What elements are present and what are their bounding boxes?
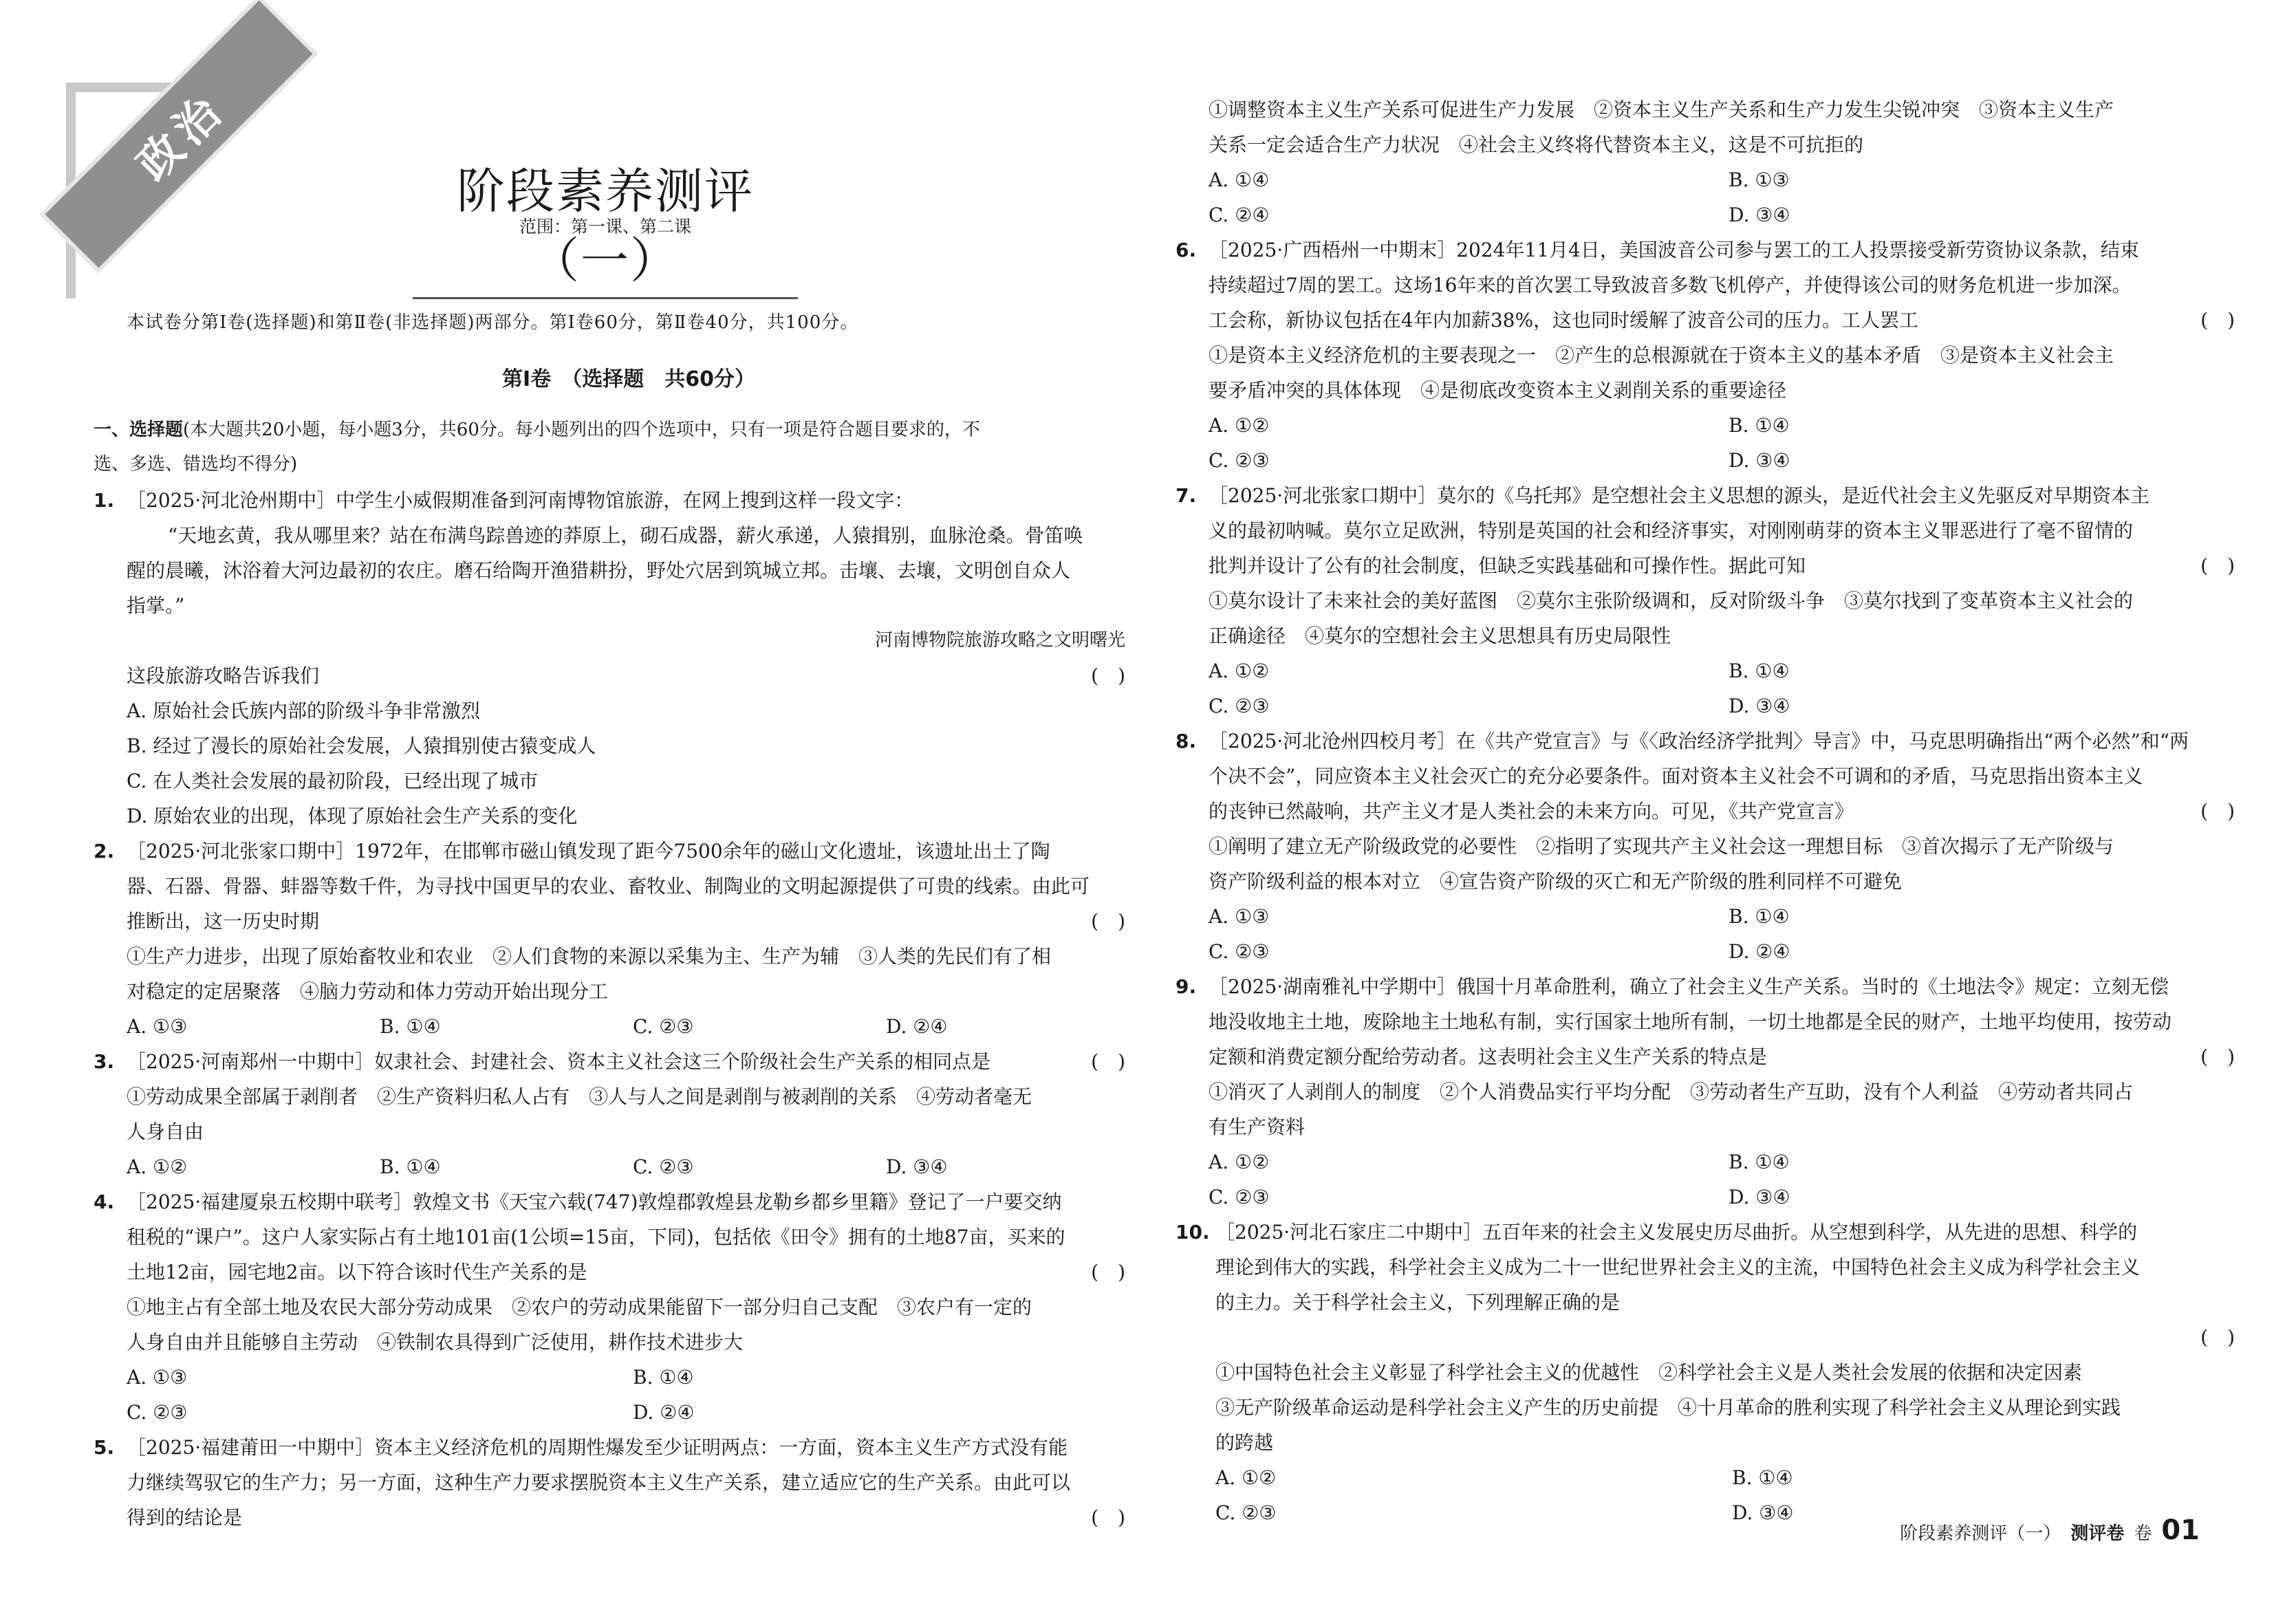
question-stem: ［2025·福建莆田一中期中］资本主义经济危机的周期性爆发至少证明两点：一方面，资本主义生产方式没有能 xyxy=(127,1436,1068,1459)
question-stem: 义的最初呐喊。莫尔立足欧洲，特别是英国的社会和经济事实，对刚刚萌芽的资本主义罪恶进行了毫不留情的 xyxy=(1209,519,2134,542)
option-d[interactable]: D. ③④ xyxy=(1729,204,1790,226)
question-number: 4. xyxy=(94,1191,115,1213)
question-stem: ［2025·河北张家口期中］1972年，在邯郸市磁山镇发现了距今7500余年的磁山文化遗址，该遗址出土了陶 xyxy=(127,840,1050,862)
footer-title: 阶段素养测评（一） xyxy=(1900,1523,2061,1544)
question-stem: 持续超过7周的罢工。这场16年来的首次罢工导致波音多数飞机停产，并使得该公司的财务危机进一步加深。 xyxy=(1209,274,2132,296)
option-b[interactable]: B. ①④ xyxy=(633,1366,694,1389)
statement-line: ①是资本主义经济危机的主要表现之一 ②产生的总根源就在于资本主义的基本矛盾 ③是资本主义社会主 xyxy=(1209,344,2114,367)
quote-source: 河南博物院旅游攻略之文明曙光 xyxy=(874,630,1125,651)
statement-line: ①调整资本主义生产关系可促进生产力发展 ②资本主义生产关系和生产力发生尖锐冲突 ③资本主义生产 xyxy=(1209,98,2114,121)
question-5-continued xyxy=(1176,92,2249,232)
answer-bracket[interactable]: ( ) xyxy=(2200,1326,2235,1349)
option-c[interactable]: C. ②③ xyxy=(1215,1501,1277,1524)
option-c[interactable]: C. ②④ xyxy=(1209,204,1270,226)
question-8 xyxy=(1176,724,2249,969)
option-c[interactable]: C. ②③ xyxy=(1209,449,1270,472)
part-desc-1: (本大题共20小题，每小题3分，共60分。每小题列出的四个选项中，只有一项是符合题目要求的，不 xyxy=(183,420,980,440)
answer-bracket[interactable]: ( ) xyxy=(1091,1261,1125,1283)
question-stem: 个决不会”，同应资本主义社会灭亡的充分必要条件。面对资本主义社会不可调和的矛盾，马克思指出资本主义 xyxy=(1209,765,2143,787)
exam-intro: 本试卷分第Ⅰ卷(选择题)和第Ⅱ卷(非选择题)两部分。第Ⅰ卷60分，第Ⅱ卷40分，共100分。 xyxy=(127,312,859,333)
question-stem: 工会称，新协议包括在4年内加薪38%，这也同时缓解了波音公司的压力。工人罢工 xyxy=(1209,309,1919,332)
statement-line: 关系一定会适合生产力状况 ④社会主义终将代替资本主义，这是不可抗拒的 xyxy=(1209,133,1864,156)
question-number: 3. xyxy=(94,1050,115,1073)
statement-line: 资产阶级利益的根本对立 ④宣告资产阶级的灭亡和无产阶级的胜利同样不可避免 xyxy=(1209,870,1903,893)
question-stem: 地没收地主土地，废除地主土地私有制，实行国家土地所有制，一切土地都是全民的财产，土地平均使用，按劳动 xyxy=(1209,1010,2172,1033)
question-stem: ［2025·广西梧州一中期末］2024年11月4日，美国波音公司参与罢工的工人投票接受新劳资协议条款，结束 xyxy=(1209,239,2139,261)
question-6 xyxy=(1176,232,2249,478)
question-stem: 力继续驾驭它的生产力；另一方面，这种生产力要求摆脱资本主义生产关系，建立适应它的生产关系。由此可以 xyxy=(127,1471,1071,1494)
question-stem: 土地12亩，园宅地2亩。以下符合该时代生产关系的是 xyxy=(127,1261,587,1283)
question-number: 5. xyxy=(94,1436,115,1459)
statement-line: ①莫尔设计了未来社会的美好蓝图 ②莫尔主张阶级调和，反对阶级斗争 ③莫尔找到了变革资本主义社会的 xyxy=(1209,589,2134,612)
option-b[interactable]: B. ①④ xyxy=(1732,1466,1793,1489)
statement-line: 要矛盾冲突的具体体现 ④是彻底改变资本主义剥削关系的重要途径 xyxy=(1209,379,1787,402)
question-2 xyxy=(94,834,1139,1044)
statement-line: ①中国特色社会主义彰显了科学社会主义的优越性 ②科学社会主义是人类社会发展的依据和决定因素 xyxy=(1215,1361,2083,1384)
option-c[interactable]: C. ②③ xyxy=(1209,1186,1270,1208)
statement-line: ①阐明了建立无产阶级政党的必要性 ②指明了实现共产主义社会这一理想目标 ③首次揭示了无产阶级与 xyxy=(1209,835,2114,858)
option-c[interactable]: C. ②③ xyxy=(633,1015,694,1038)
option-a[interactable]: A. ①④ xyxy=(1209,169,1270,191)
option-grid xyxy=(1176,408,2249,478)
section-title: 第Ⅰ卷 （选择题 共60分） xyxy=(502,367,755,391)
option-d[interactable]: D. ③④ xyxy=(1732,1501,1794,1524)
question-stem: 租税的“课户”。这户人家实际占有土地101亩(1公顷=15亩，下同)，包括依《田令》拥有的土地87亩，买来的 xyxy=(127,1226,1065,1248)
option-b[interactable]: B. ①④ xyxy=(1729,1151,1790,1173)
question-7 xyxy=(1176,478,2249,724)
part-desc-2: 选、多选、错选均不得分) xyxy=(94,454,298,475)
question-stem: ［2025·河北石家庄二中期中］五百年来的社会主义发展史历尽曲折。从空想到科学，从先进的思想、科学的 xyxy=(1215,1221,2138,1243)
question-number: 10. xyxy=(1176,1221,1210,1243)
option-b[interactable]: B. ①④ xyxy=(380,1155,441,1178)
question-stem: 理论到伟大的实践，科学社会主义成为二十一世纪世界社会主义的主流，中国特色社会主义成为科学社会主义 xyxy=(1215,1256,2141,1279)
option-row xyxy=(94,1149,1139,1184)
option-c[interactable]: C. ②③ xyxy=(633,1155,694,1178)
option-b[interactable]: B. ①④ xyxy=(380,1015,441,1038)
question-stem: 器、石器、骨器、蚌器等数千件，为寻找中国更早的农业、畜牧业、制陶业的文明起源提供了可贵的线索。由此可 xyxy=(127,875,1090,898)
question-number: 7. xyxy=(1176,484,1197,507)
option-a[interactable]: A. ①② xyxy=(1209,660,1270,682)
option-d[interactable]: D. ③④ xyxy=(1729,449,1790,472)
statement-line: ①生产力进步，出现了原始畜牧业和农业 ②人们食物的来源以采集为主、生产为辅 ③人类的先民们有了相 xyxy=(127,945,1052,968)
option-b[interactable]: B. ①③ xyxy=(1729,169,1790,191)
question-stem: ［2025·福建厦泉五校期中联考］敦煌文书《天宝六载(747)敦煌郡敦煌县龙勒乡都乡里籍》登记了一户要交纳 xyxy=(127,1191,1062,1213)
subject-ribbon xyxy=(0,0,330,330)
quote-line: 指掌。” xyxy=(127,594,185,617)
statement-line: 人身自由 xyxy=(127,1120,204,1143)
question-number: 9. xyxy=(1176,975,1197,998)
quote-line: “天地玄黄，我从哪里来？站在布满鸟踪兽迹的莽原上，砌石成器，薪火承递，人猿揖别，血脉沧桑。骨笛唤 xyxy=(168,524,1083,547)
question-stem: 推断出，这一历史时期 xyxy=(127,910,320,933)
option-d[interactable]: D. ②④ xyxy=(886,1015,948,1038)
question-stem: 这段旅游攻略告诉我们 xyxy=(127,664,320,687)
option-grid xyxy=(1176,653,2249,724)
question-10 xyxy=(1176,1215,2249,1530)
option-a[interactable]: A. ①③ xyxy=(127,1015,188,1038)
question-9 xyxy=(1176,969,2249,1215)
option-a[interactable]: A. ①③ xyxy=(1209,905,1270,928)
statement-line: 对稳定的定居聚落 ④脑力劳动和体力劳动开始出现分工 xyxy=(127,980,609,1003)
question-4 xyxy=(94,1184,1139,1430)
question-3 xyxy=(94,1044,1139,1184)
footer-small: 卷 xyxy=(2134,1523,2152,1544)
option-a[interactable]: A. ①② xyxy=(1209,1151,1270,1173)
option-a[interactable]: A. ①② xyxy=(127,1155,188,1178)
question-number: 6. xyxy=(1176,239,1197,261)
option-d[interactable]: D. ②④ xyxy=(633,1401,695,1424)
question-stem: ［2025·湖南雅礼中学期中］俄国十月革命胜利，确立了社会主义生产关系。当时的《土地法令》规定：立刻无偿 xyxy=(1209,975,2169,998)
statement-line: ①消灭了人剥削人的制度 ②个人消费品实行平均分配 ③劳动者生产互助，没有个人利益 ④劳动者共同占 xyxy=(1209,1080,2134,1103)
option-c[interactable]: C. ②③ xyxy=(1209,695,1270,717)
question-5 xyxy=(94,1430,1139,1535)
option-c[interactable]: C. ②③ xyxy=(127,1401,188,1424)
option-grid xyxy=(1176,1144,2249,1215)
answer-bracket[interactable]: ( ) xyxy=(2200,309,2235,332)
question-stem: 的丧钟已然敲响，共产主义才是人类社会的未来方向。可见，《共产党宣言》 xyxy=(1209,800,1854,823)
question-number: 1. xyxy=(94,489,115,512)
page-footer xyxy=(1900,1514,2200,1546)
question-number: 8. xyxy=(1176,730,1197,752)
option-b[interactable]: B. ①④ xyxy=(1729,414,1790,437)
option-d[interactable]: D. ③④ xyxy=(1729,695,1790,717)
option-d[interactable]: D. ②④ xyxy=(1729,940,1790,963)
answer-bracket[interactable]: ( ) xyxy=(1091,664,1125,687)
question-number: 2. xyxy=(94,840,115,862)
page-number: 01 xyxy=(2161,1514,2200,1546)
question-1 xyxy=(94,483,1139,834)
question-stem: 批判并设计了公有的社会制度，但缺乏实践基础和可操作性。据此可知 xyxy=(1209,554,1806,577)
statement-line: 有生产资料 xyxy=(1209,1116,1306,1138)
answer-bracket[interactable]: ( ) xyxy=(1091,1050,1125,1073)
option-a[interactable]: A. ①② xyxy=(1209,414,1270,437)
option-grid xyxy=(1176,162,2249,232)
option-a[interactable]: A. ①② xyxy=(1215,1466,1277,1489)
statement-line: ①地主占有全部土地及农民大部分劳动成果 ②农户的劳动成果能留下一部分归自己支配 ③农户有一定的 xyxy=(127,1296,1032,1318)
statement-line: ③无产阶级革命运动是科学社会主义产生的历史前提 ④十月革命的胜利实现了科学社会主义从理论到实践 xyxy=(1215,1396,2121,1419)
answer-bracket[interactable]: ( ) xyxy=(1091,910,1125,933)
part-label: 一、选择题 xyxy=(94,420,184,440)
option-b[interactable]: B. 经过了漫长的原始社会发展，人猿揖别使古猿变成人 xyxy=(127,735,596,757)
question-stem: 得到的结论是 xyxy=(127,1506,243,1529)
question-stem: ［2025·河北沧州四校月考］在《共产党宣言》与《〈政治经济学批判〉导言》中，马克思明确指出“两个必然”和“两 xyxy=(1209,730,2189,752)
right-page xyxy=(1148,0,2296,1608)
answer-bracket[interactable]: ( ) xyxy=(1091,1506,1125,1529)
statement-line: 的跨越 xyxy=(1215,1431,1274,1454)
part-header xyxy=(94,413,1139,481)
right-question-list xyxy=(1176,92,2249,1530)
page-title: 阶段素养测评（一） xyxy=(413,153,798,299)
option-grid xyxy=(94,1360,1139,1430)
question-stem: ［2025·河北沧州期中］中学生小威假期准备到河南博物馆旅游，在网上搜到这样一段文字： xyxy=(127,489,914,512)
question-stem: 定额和消费定额分配给劳动者。这表明社会主义生产关系的特点是 xyxy=(1209,1045,1768,1068)
option-grid xyxy=(1176,899,2249,969)
subject-tag-text: 政治 xyxy=(127,83,236,191)
question-stem: 的主力。关于科学社会主义，下列理解正确的是 xyxy=(1215,1291,1621,1314)
option-a[interactable]: A. 原始社会氏族内部的阶级斗争非常激烈 xyxy=(127,699,481,722)
left-question-list xyxy=(94,483,1139,1535)
answer-bracket[interactable]: ( ) xyxy=(2200,800,2235,823)
option-c[interactable]: C. 在人类社会发展的最初阶段，已经出现了城市 xyxy=(127,770,539,792)
option-b[interactable]: B. ①④ xyxy=(1729,660,1790,682)
quote-line: 醒的晨曦，沐浴着大河边最初的农庄。磨石给陶开渔猎耕扮，野处穴居到筑城立邦。击壤、去壤，文明创自众人 xyxy=(127,559,1071,582)
option-d[interactable]: D. ③④ xyxy=(1729,1186,1790,1208)
question-stem: ［2025·河南郑州一中期中］奴隶社会、封建社会、资本主义社会这三个阶级社会生产关系的相同点是 xyxy=(127,1050,991,1073)
answer-bracket[interactable]: ( ) xyxy=(2200,1045,2235,1068)
question-stem: ［2025·河北张家口期中］莫尔的《乌托邦》是空想社会主义思想的源头，是近代社会主义先驱反对早期资本主 xyxy=(1209,484,2150,507)
footer-label: 测评卷 xyxy=(2070,1523,2125,1544)
option-d[interactable]: D. ③④ xyxy=(886,1155,948,1178)
scope-text: 范围：第一课、第二课 xyxy=(519,217,691,237)
option-c[interactable]: C. ②③ xyxy=(1209,940,1270,963)
answer-bracket[interactable]: ( ) xyxy=(2200,554,2235,577)
statement-line: 正确途径 ④莫尔的空想社会主义思想具有历史局限性 xyxy=(1209,624,1671,647)
statement-line: 人身自由并且能够自主劳动 ④铁制农具得到广泛使用，耕作技术进步大 xyxy=(127,1331,744,1354)
statement-line: ①劳动成果全部属于剥削者 ②生产资料归私人占有 ③人与人之间是剥削与被剥削的关系 ④劳动者毫无 xyxy=(127,1085,1032,1108)
option-b[interactable]: B. ①④ xyxy=(1729,905,1790,928)
option-d[interactable]: D. 原始农业的出现，体现了原始社会生产关系的变化 xyxy=(127,805,578,827)
option-a[interactable]: A. ①③ xyxy=(127,1366,188,1389)
option-row xyxy=(94,1009,1139,1044)
